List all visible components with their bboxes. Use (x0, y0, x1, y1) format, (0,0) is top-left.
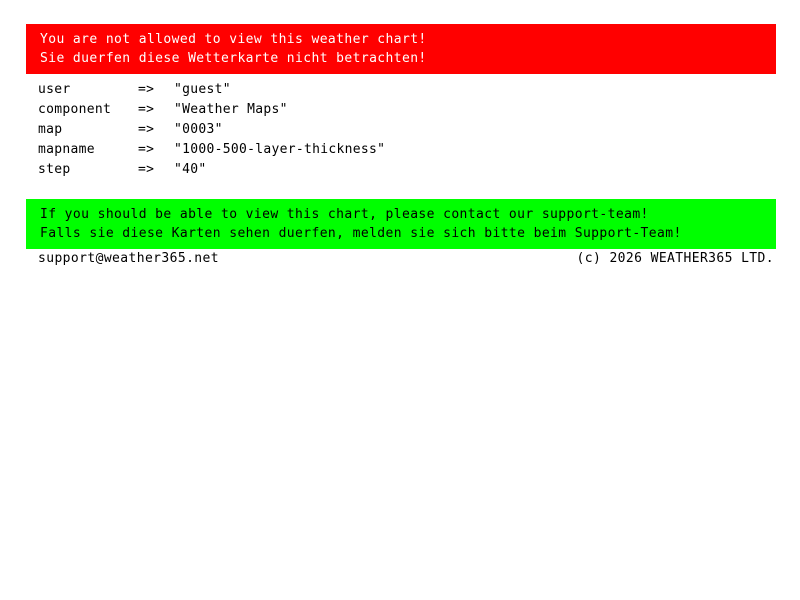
param-value: "40" (174, 162, 207, 177)
param-value: "Weather Maps" (174, 102, 288, 117)
table-row (38, 140, 385, 160)
support-banner-line-en: If you should be able to view this chart, please contact our support-team! (40, 207, 649, 222)
param-key: user (38, 82, 71, 97)
footer (38, 251, 774, 266)
param-value: "guest" (174, 82, 231, 97)
param-arrow: => (138, 122, 155, 137)
table-row (38, 120, 385, 140)
param-arrow: => (138, 82, 155, 97)
param-value: "0003" (174, 122, 223, 137)
param-arrow: => (138, 162, 155, 177)
param-arrow: => (138, 142, 155, 157)
table-row (38, 160, 385, 180)
param-value: "1000-500-layer-thickness" (174, 142, 386, 157)
error-banner-line-de: Sie duerfen diese Wetterkarte nicht betrachten! (40, 51, 427, 66)
parameter-table (38, 80, 385, 180)
param-key: component (38, 102, 112, 117)
copyright-text: (c) 2026 WEATHER365 LTD. (576, 251, 774, 266)
table-row (38, 80, 385, 100)
support-banner-line-de: Falls sie diese Karten sehen duerfen, melden sie sich bitte beim Support-Team! (40, 226, 682, 241)
table-row (38, 100, 385, 120)
error-banner-line-en: You are not allowed to view this weather chart! (40, 32, 427, 47)
param-key: step (38, 162, 71, 177)
error-banner (26, 24, 776, 74)
support-email-link[interactable]: support@weather365.net (38, 251, 219, 266)
param-key: map (38, 122, 63, 137)
support-banner (26, 199, 776, 249)
param-arrow: => (138, 102, 155, 117)
param-key: mapname (38, 142, 95, 157)
